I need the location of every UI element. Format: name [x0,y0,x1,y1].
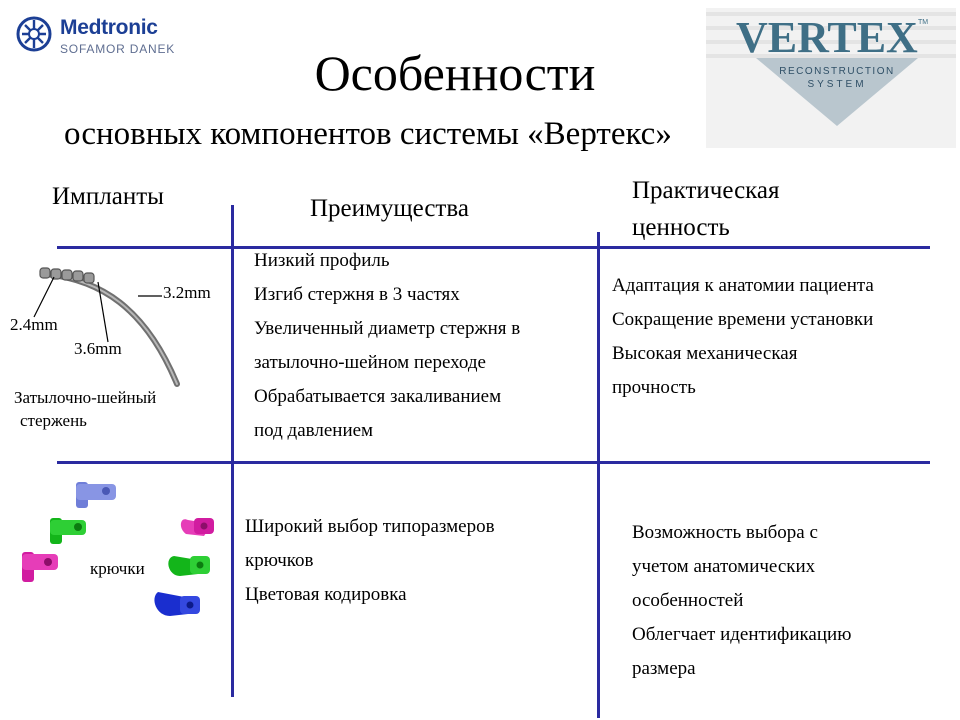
row2-value-list [632,516,952,686]
list-item: Обрабатывается закаливанием [254,386,502,407]
medtronic-subtitle: SOFAMOR DANEK [60,42,176,56]
list-item: под давлением [254,420,374,441]
medtronic-name: Medtronic [60,16,158,39]
list-item: размера [632,658,696,679]
row1-value-list [612,269,952,405]
rod-dimension-3-2: 3.2mm [163,283,211,302]
vertex-tm: TM [918,19,929,26]
list-item: Низкий профиль [254,250,390,271]
column-header-advantages: Преимущества [310,195,469,222]
column-header-value-line2: ценность [632,214,730,241]
rod-dimension-3-6: 3.6mm [74,339,122,358]
hook-green-right-icon [168,556,210,576]
vertex-line1: RECONSTRUCTION [779,66,895,77]
column-header-implants: Импланты [52,183,164,210]
rod-plate-icon [40,268,94,283]
list-item: Увеличенный диаметр стержня в [254,318,521,339]
hook-green-icon [50,518,86,544]
hooks-label: крючки [90,559,145,578]
hook-blue-icon [154,592,200,616]
list-item: затылочно-шейном переходе [254,352,486,373]
slide-title: Особенности [314,45,596,101]
row2-advantages-list [245,510,590,612]
rod-dimension-2-4: 2.4mm [10,315,58,334]
list-item: Сокращение времени установки [612,309,874,330]
list-item: Облегчает идентификацию [632,624,852,645]
table-divider-middle [57,461,930,464]
hook-periwinkle-icon [76,482,116,508]
list-item: Адаптация к анатомии пациента [612,275,874,296]
list-item: прочность [612,377,696,398]
hook-magenta-right-icon [181,518,214,536]
vertex-name: VERTEX [736,13,918,62]
list-item: Возможность выбора с [632,522,818,543]
row1-advantages-list [254,244,599,448]
list-item: учетом анатомических [632,556,816,577]
slide-subtitle: основных компонентов системы «Вертекс» [64,116,672,152]
rod-caption-line1: Затылочно-шейный [14,388,157,407]
rod-caption-line2: стержень [20,411,87,430]
list-item: крючков [245,550,314,571]
hooks-illustration [18,476,228,626]
column-header-value-line1: Практическая [632,177,780,204]
vertex-line2: SYSTEM [807,79,867,90]
list-item: Широкий выбор типоразмеров [245,516,495,537]
list-item: Изгиб стержня в 3 частях [254,284,460,305]
hook-magenta-left-icon [22,552,58,582]
list-item: Высокая механическая [612,343,798,364]
list-item: особенностей [632,590,744,611]
list-item: Цветовая кодировка [245,584,407,605]
